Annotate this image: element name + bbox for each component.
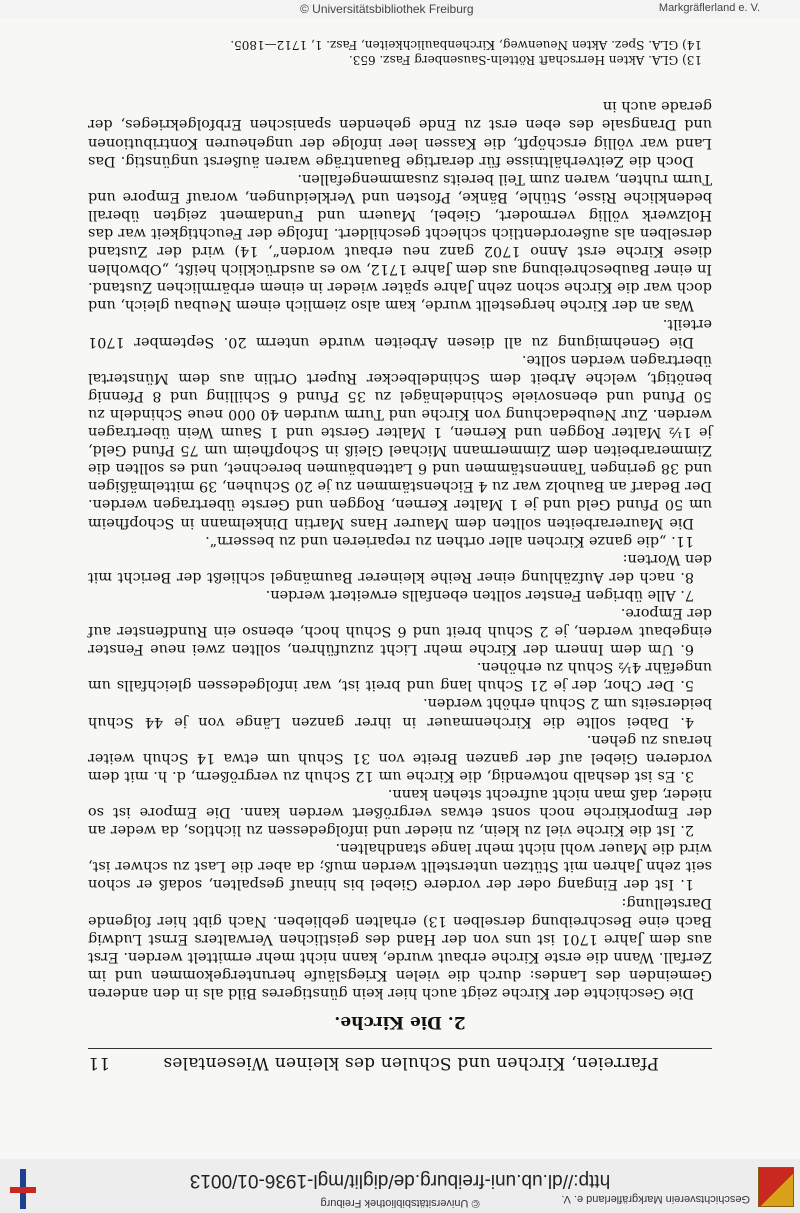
paragraph: 3. Es ist deshalb notwendig, die Kirche um 12 Schuh zu vergrößern, d. h. mit dem vorderen Giebel auf der ganzen Breite von 31 Schuh um etwa 14 Schuh weiter heraus zu gehen.: [88, 731, 712, 784]
paragraph: Die Maurerarbeiten sollten dem Maurer Hans Martin Dinkelmann in Schopfheim um 50 Pfund Geld und je 1 Malter Kernen, Roggen und Gerste übertragen werden. Der Bedarf an Bauholz war zu 4 Eichenstämmen zu je 20 Schuhen, 39 mittelmäßigen und 38 geringen Tannenstämmen und 6 Lattenbäumen berechnet, und es sollten die Zimmerarbeiten dem Zimmermann Michael Gleiß in Schopfheim um 75 Pfund Geld, je 1½ Malter Roggen und Kernen, 1 Malter Gerste und 1 Saum Wein übertragen werden. Zur Neubedachung von Kirche und Turm wurden 40 000 neue Schindeln zu 50 Pfund und ebensoviele Schindelnägel zu 35 Pfund 6 Schilling und 8 Pfennig benötigt, welche Arbeit dem Schindelbecker Rupert Ortlin aus dem Münstertal übertragen werden sollte.: [88, 351, 712, 531]
running-head: [88, 1048, 712, 1073]
paragraph: 11. „die ganze Kirchen aller orthen zu reparieren und zu bessern“.: [205, 532, 694, 549]
top-strip: [0, 0, 800, 18]
footnotes: [88, 37, 712, 67]
paragraph: Was an der Kirche hergestellt wurde, kam also ziemlich einem Neubau gleich, und doch war die Kirche schon zehn Jahre später wieder in einem erbärmlichen Zustand. In einer Baubeschreibung aus dem Jahre 1712, wo es ausdrücklich heißt, „Obwohlen diese Kirche erst Anno 1702 ganz neu erbaut worden“, 14) wird der Zustand derselben als außerordentlich schlecht geschildert. Infolge der Feuchtigkeit war das Holzwerk völlig vermodert, Giebel, Mauern und Fundament zeigten überall bedenkliche Risse, Stühle, Bänke, Pfosten und Verkleidungen, worauf Empore und Turm ruhten, waren zum Teil bereits zusammengefallen.: [88, 170, 712, 314]
top-society: Markgräflerland e. V.: [658, 2, 760, 14]
header-copyright: © Universitätsbibliothek Freiburg: [320, 1197, 480, 1209]
header-society: Geschichtsverein Markgräflerland e. V.: [561, 1193, 750, 1205]
page-content: [88, 37, 712, 1073]
section-title: 2. Die Kirche.: [334, 1012, 466, 1032]
paragraph: 7. Alle übrigen Fenster sollten ebenfalls erweitert werden.: [265, 586, 694, 603]
document-page: [0, 18, 800, 1213]
page-header-bar: [0, 1159, 800, 1213]
footnote: 14) GLA. Spez. Akten Neuenweg, Kirchenbaulichkeiten, Fasz. 1, 1712—1805.: [230, 38, 702, 53]
paragraph: 8. nach der Aufzählung einer Reihe kleinerer Baumängel schließt der Bericht mit den Worten:: [88, 550, 712, 585]
header-url-link[interactable]: http://dl.ub.uni-freiburg.de/diglit/mgl-1936-01/0013: [189, 1170, 611, 1191]
paragraph: 5. Der Chor, der je 21 Schuh lang und breit ist, war infolgedessen gleichfalls um ungefähr 4½ Schuh zu erhöhen.: [88, 659, 712, 694]
paragraph: 6. Um dem Innern der Kirche mehr Licht zuzuführen, sollten zwei neue Fenster eingebaut werden, je 2 Schuh breit und 6 Schuh hoch, ebenso ein Rundfenster auf der Empore.: [88, 605, 712, 658]
paragraph: Die Geschichte der Kirche zeigt auch hier kein günstigeres Bild als in den anderen Gemeinden des Landes: durch die vielen Kriegsläufe heruntergekommen und im Zerfall. Wann die erste Kirche erbaut wurde, kann nicht mehr ermittelt werden. Erst aus dem Jahre 1701 ist uns von der Hand des geistlichen Verwalters Ernst Ludwig Bach eine Beschreibung derselben 13) erhalten geblieben. Nach gibt hier folgende Darstellung:: [88, 894, 712, 1001]
paragraph: 4. Dabei sollte die Kirchenmauer in ihrer ganzen Länge von je 44 Schuh beiderseits um 2 Schuh erhöht werden.: [88, 695, 712, 730]
paragraph: 1. Ist der Eingang oder der vordere Giebel bis hinauf gespalten, sodaß er schon seit zehn Jahren mit Stützen unterstellt werden muß; da aber die Last zu schwer ist, wird die Mauer wohl nicht mehr lange standhalten.: [88, 840, 712, 893]
footnote: 13) GLA. Akten Herrschaft Rötteln-Sausenberg Fasz. 653.: [348, 53, 702, 68]
top-copyright: © Universitätsbibliothek Freiburg: [300, 2, 474, 16]
paragraph: Die Genehmigung zu all diesen Arbeiten wurde unterm 20. September 1701 erteilt.: [88, 315, 712, 350]
page-number: 11: [88, 1053, 111, 1073]
paragraph: 2. Ist die Kirche viel zu klein, zu nieder und infolgedessen zu lichtlos, da weder an der Emporkirche noch sonst etwas vergrößert werden kann. Die Empore ist so nieder, daß man nicht aufrecht stehen kann.: [88, 785, 712, 839]
paragraph: Doch die Zeitverhältnisse für derartige Bauanträge waren äußerst ungünstig. Das Land war völlig erschöpft, die Kassen leer infolge der ungeheuren Kontributionen und Drangsale des eben erst zu Ende gehenden spanischen Erbfolgekrieges, der gerade auch in: [88, 98, 712, 169]
running-head-title: Pfarreien, Kirchen und Schulen des kleinen Wiesentales: [163, 1053, 659, 1073]
